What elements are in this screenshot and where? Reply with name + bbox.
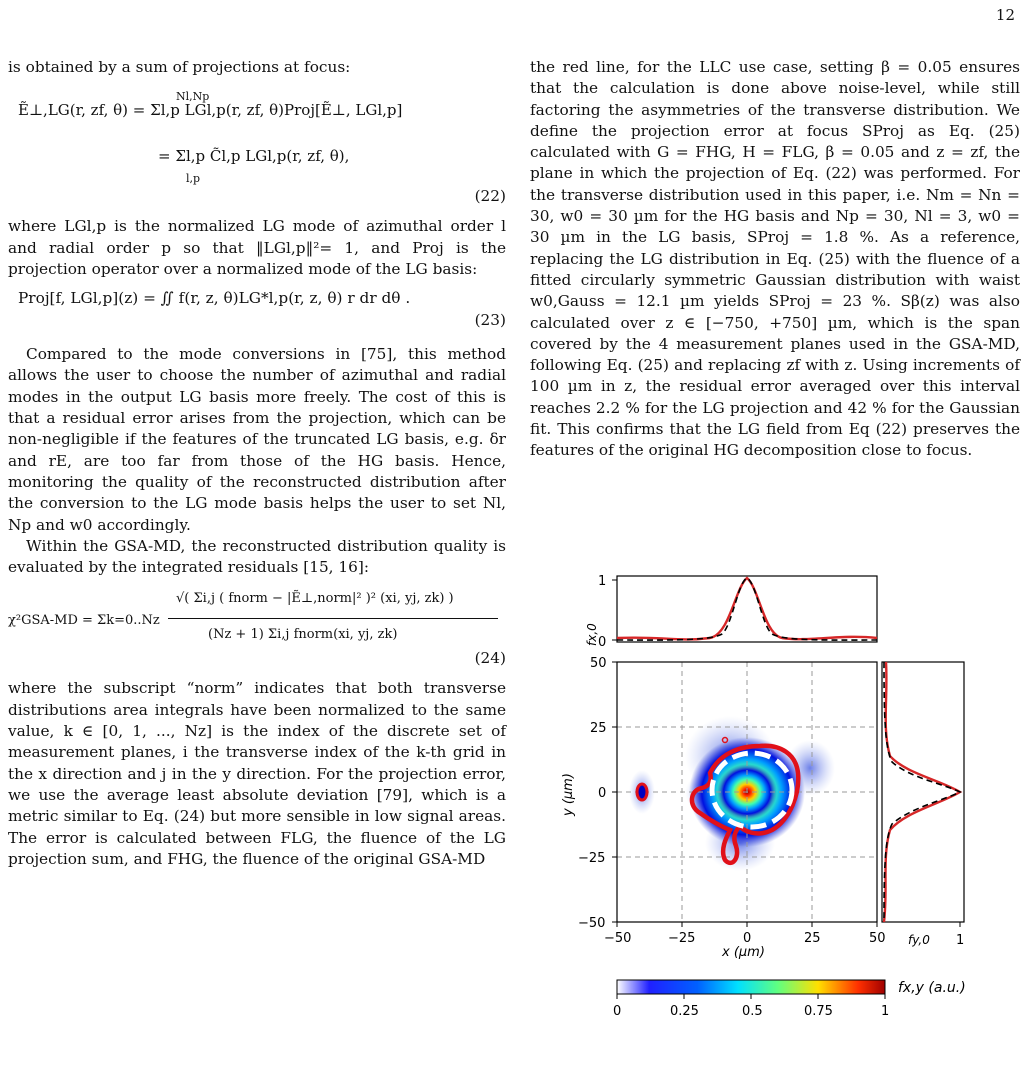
xtick: −50	[604, 931, 632, 946]
eq22-line1: Ẽ⊥,LG(r, zf, θ) = Σl,p LGl,p(r, zf, θ)Proj[Ẽ⊥, LGl,p]	[18, 101, 403, 120]
xtick: −25	[668, 931, 696, 946]
ytick: 25	[590, 721, 607, 736]
figure-svg	[560, 568, 1010, 1058]
paragraph: Within the GSA-MD, the reconstructed distribution quality is evaluated by the integrated residuals [15, 16]:	[8, 536, 506, 577]
main-xlabel: x (µm)	[722, 945, 765, 960]
main-ylabel: y (µm)	[561, 773, 576, 816]
top-data-line	[617, 578, 877, 640]
side-xlabel: fy,0	[908, 933, 930, 947]
ytick: 50	[590, 656, 607, 671]
top-fit-line	[617, 578, 877, 639]
ytick: −25	[578, 851, 606, 866]
eq24-number: (24)	[474, 649, 506, 668]
xtick: 50	[869, 931, 886, 946]
colorbar	[617, 980, 885, 994]
xtick: 25	[804, 931, 821, 946]
colorbar-tick: 0	[613, 1004, 622, 1019]
right-column	[530, 57, 1020, 462]
side-xtick: 1	[956, 933, 965, 948]
eq22-sub: l,p	[186, 172, 201, 186]
eq24-numerator: √( Σi,j ( fnorm − |Ẽ⊥,norm|² )² (xi, yj, zk) )	[176, 591, 454, 607]
paragraph: where the subscript “norm” indicates that both transverse distributions area integrals have been normalized to the same value, k ∈ [0, 1, ..., Nz] is the index of the discrete set of measurement planes, i the transverse index of the k-th grid in the x direction and j in the y direction. For the projection error, we use the average least absolute deviation [79], which is a metric similar to Eq. (24) but more sensible in low signal areas. The error is calculated between FLG, the fluence of the LG projection sum, and FHG, the fluence of the original GSA-MD	[8, 679, 506, 868]
top-ytick-1: 1	[598, 574, 607, 589]
colorbar-tick: 0.25	[670, 1004, 699, 1019]
paragraph: Compared to the mode conversions in [75], this method allows the user to choose the number of azimuthal and radial modes in the output LG basis more freely. The cost of this is that a residual error arises from the projection, which can be non-negligible if the features of the truncated LG basis, e.g. δr and rE, are too far from those of the HG basis. Hence, monitoring the quality of the reconstructed distribution after the conversion to the LG mode basis helps the user to set Nl, Np and w0 accordingly.	[8, 345, 506, 534]
eq22-line2: = Σl,p C̃l,p LGl,p(r, zf, θ),	[158, 147, 350, 166]
eq22-limit: Nl,Np	[176, 90, 210, 104]
colorbar-tick: 0.5	[742, 1004, 763, 1019]
ytick: −50	[578, 916, 606, 931]
contour-red-small	[637, 784, 647, 800]
eq23-expr: Proj[f, LGl,p](z) = ∬ f(r, z, θ)LG*l,p(r, z, θ) r dr dθ .	[18, 289, 411, 308]
side-panel-frame	[882, 662, 964, 922]
side-data-line	[884, 662, 960, 922]
figure-fluence	[560, 568, 1010, 1058]
colorbar-tick: 1	[881, 1004, 890, 1019]
eq24-fraction-bar	[168, 618, 498, 619]
top-ytick-0: 0	[598, 635, 607, 650]
colorbar-tick: 0.75	[804, 1004, 833, 1019]
left-column	[8, 57, 506, 870]
equation-22	[8, 86, 506, 208]
page-number: 12	[995, 6, 1015, 24]
top-ylabel: fx,0	[585, 623, 599, 646]
top-panel-frame	[617, 576, 877, 642]
ytick: 0	[598, 786, 607, 801]
colorbar-label: fx,y (a.u.)	[898, 980, 966, 996]
equation-23	[8, 288, 506, 332]
paragraph: is obtained by a sum of projections at focus:	[8, 58, 351, 76]
eq24-denominator: (Nz + 1) Σi,j fnorm(xi, yj, zk)	[208, 627, 398, 643]
eq23-number: (23)	[474, 311, 506, 330]
equation-24	[8, 586, 506, 670]
side-fit-line	[884, 662, 960, 922]
paragraph: the red line, for the LLC use case, setting β = 0.05 ensures that the calculation is done above noise-level, while still factoring the asymmetries of the transverse distribution. We define the projection error at focus SProj as Eq. (25) calculated with G = FHG, H = FLG, β = 0.05 and z = zf, the plane in which the projection of Eq. (22) was performed. For the transverse distribution used in this paper, i.e. Nm = Nn = 30, w0 = 30 µm for the HG basis and Np = 30, Nl = 3, w0 = 30 µm in the LG basis, SProj = 1.8 %. As a reference, replacing the LG distribution in Eq. (25) with the fluence of a fitted circularly symmetric Gaussian distribution with waist w0,Gauss = 12.1 µm yields SProj = 23 %. Sβ(z) was also calculated over z ∈ [−750, +750] µm, which is the span covered by the 4 measurement planes used in the GSA-MD, following Eq. (25) and replacing zf with z. Using increments of 100 µm in z, the residual error averaged over this interval reaches 2.2 % for the LG projection and 42 % for the Gaussian fit. This confirms that the LG field from Eq (22) preserves the features of the original HG decomposition close to focus.	[530, 58, 1020, 460]
eq24-lhs: χ²GSA-MD = Σk=0..Nz	[8, 613, 160, 629]
xtick: 0	[743, 931, 752, 946]
paragraph: where LGl,p is the normalized LG mode of azimuthal order l and radial order p so that ‖LGl,p‖²= 1, and Proj is the projection operator over a normalized mode of the LG basis:	[8, 217, 506, 278]
eq22-number: (22)	[474, 187, 506, 206]
